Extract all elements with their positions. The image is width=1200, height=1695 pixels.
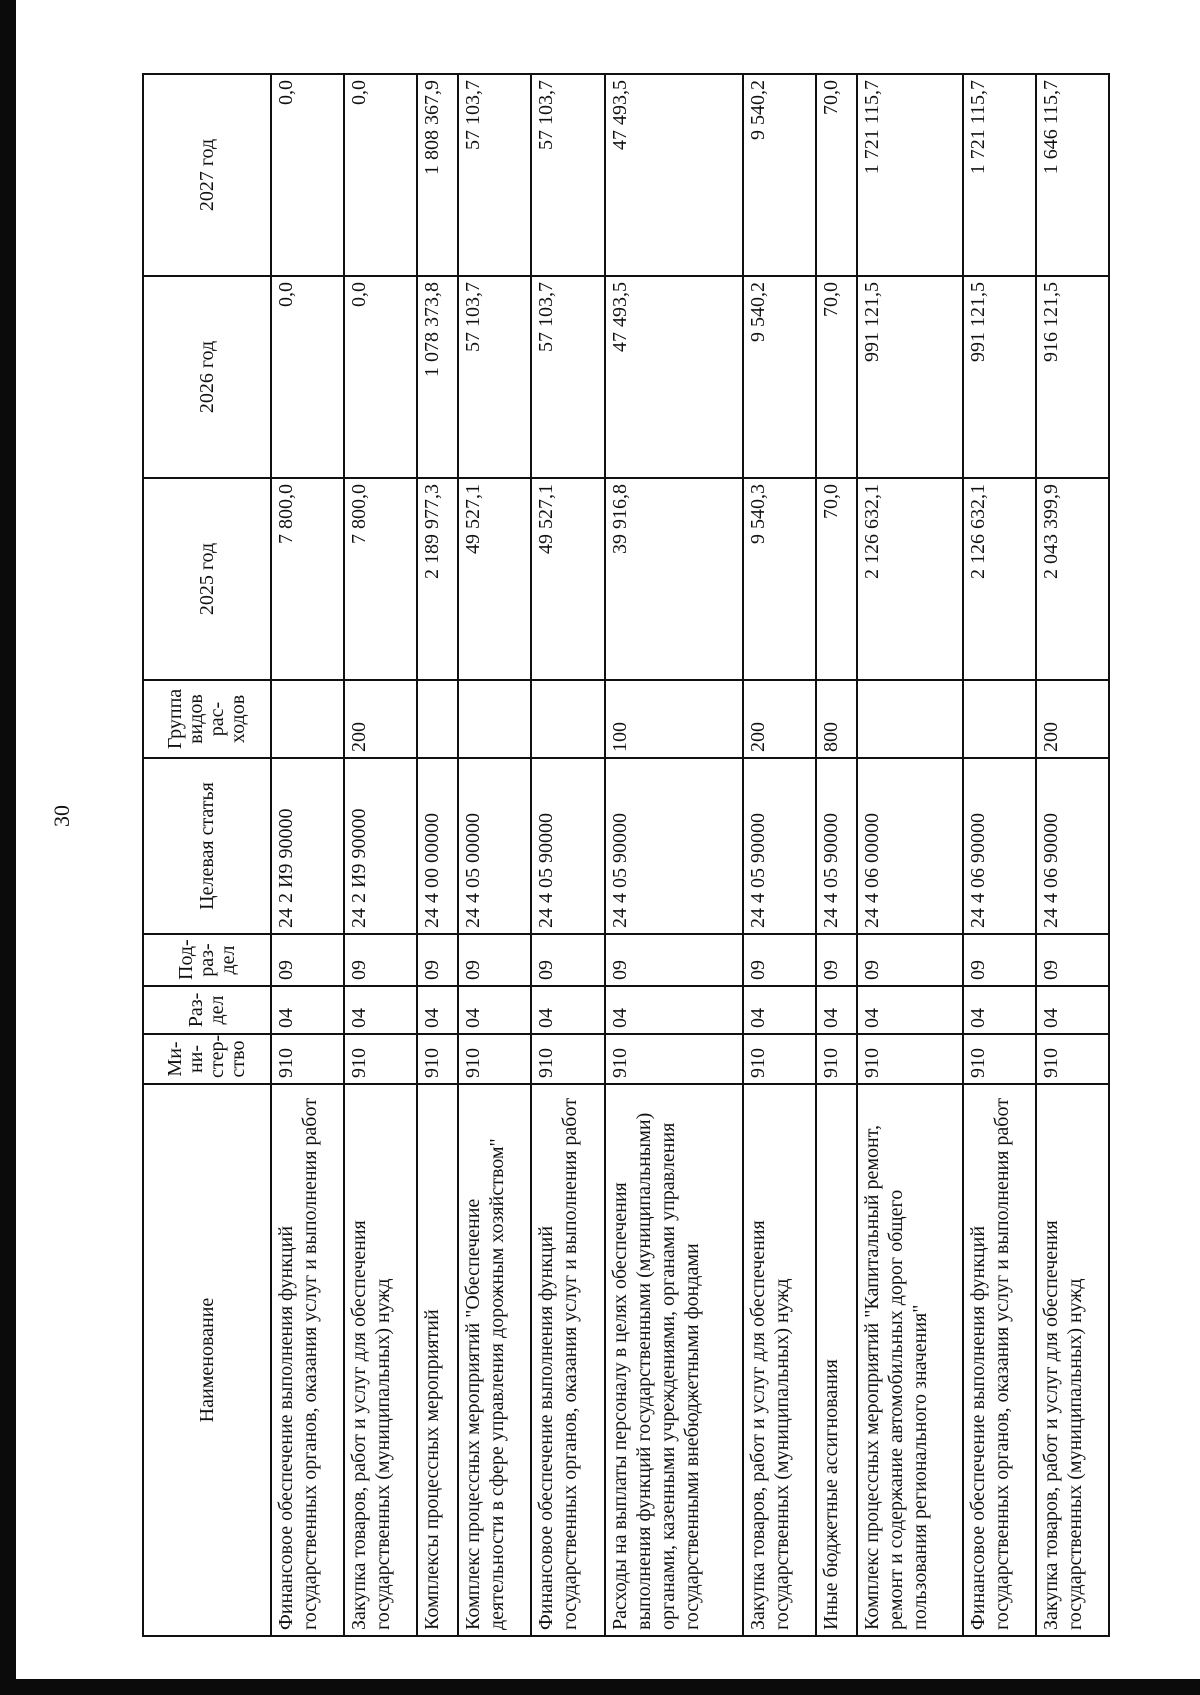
- cell-y2025: 49 527,1: [458, 478, 531, 680]
- cell-group: 200: [344, 680, 417, 758]
- cell-y2026: 57 103,7: [531, 276, 604, 478]
- table-row: [816, 74, 857, 1636]
- cell-group: [271, 680, 344, 758]
- cell-y2025: 49 527,1: [531, 478, 604, 680]
- cell-group: 800: [816, 680, 857, 758]
- cell-ministry: 910: [344, 1034, 417, 1084]
- cell-name: Комплекс процессных мероприятий "Обеспечение деятельности в сфере управления дорожным хозяйством": [458, 1084, 531, 1636]
- cell-section: 04: [458, 986, 531, 1034]
- page-number: 30: [49, 805, 74, 827]
- cell-name: Финансовое обеспечение выполнения функций государственных органов, оказания услуг и выполнения работ: [271, 1084, 344, 1636]
- cell-section: 04: [271, 986, 344, 1034]
- cell-group: [458, 680, 531, 758]
- cell-y2025: 2 043 399,9: [1036, 478, 1109, 680]
- cell-target: 24 4 05 90000: [531, 758, 604, 934]
- cell-y2026: 47 493,5: [605, 276, 743, 478]
- header-group: Группа видов рас- ходов: [143, 680, 271, 758]
- table-row: [857, 74, 963, 1636]
- cell-group: [963, 680, 1036, 758]
- header-section: Раз- дел: [143, 986, 271, 1034]
- cell-name: Закупка товаров, работ и услуг для обеспечения государственных (муниципальных) нужд: [344, 1084, 417, 1636]
- cell-ministry: 910: [743, 1034, 816, 1084]
- cell-section: 04: [857, 986, 963, 1034]
- cell-target: 24 2 И9 90000: [271, 758, 344, 934]
- table-row: [531, 74, 604, 1636]
- cell-group: 100: [605, 680, 743, 758]
- cell-name: Иные бюджетные ассигнования: [816, 1084, 857, 1636]
- cell-group: [417, 680, 458, 758]
- cell-name: Финансовое обеспечение выполнения функций государственных органов, оказания услуг и выполнения работ: [531, 1084, 604, 1636]
- cell-section: 04: [816, 986, 857, 1034]
- table-row: [458, 74, 531, 1636]
- cell-y2027: 0,0: [344, 74, 417, 276]
- cell-section: 04: [344, 986, 417, 1034]
- cell-subsection: 09: [743, 934, 816, 986]
- cell-target: 24 4 06 90000: [963, 758, 1036, 934]
- cell-y2027: 1 646 115,7: [1036, 74, 1109, 276]
- cell-y2027: 57 103,7: [531, 74, 604, 276]
- cell-y2025: 7 800,0: [271, 478, 344, 680]
- cell-name: Комплексы процессных мероприятий: [417, 1084, 458, 1636]
- cell-y2025: 7 800,0: [344, 478, 417, 680]
- cell-group: [531, 680, 604, 758]
- cell-subsection: 09: [458, 934, 531, 986]
- cell-section: 04: [963, 986, 1036, 1034]
- cell-y2027: 1 721 115,7: [857, 74, 963, 276]
- cell-y2026: 916 121,5: [1036, 276, 1109, 478]
- cell-subsection: 09: [1036, 934, 1109, 986]
- cell-y2026: 0,0: [344, 276, 417, 478]
- cell-y2027: 70,0: [816, 74, 857, 276]
- cell-target: 24 4 00 00000: [417, 758, 458, 934]
- cell-y2026: 1 078 373,8: [417, 276, 458, 478]
- cell-name: Комплекс процессных мероприятий "Капитальный ремонт, ремонт и содержание автомобильных дорог общего пользования регионального значения": [857, 1084, 963, 1636]
- cell-name: Финансовое обеспечение выполнения функций государственных органов, оказания услуг и выполнения работ: [963, 1084, 1036, 1636]
- rotated-table-container: [142, 75, 1110, 1637]
- header-2027: 2027 год: [143, 74, 271, 276]
- cell-ministry: 910: [963, 1034, 1036, 1084]
- cell-target: 24 4 05 90000: [605, 758, 743, 934]
- cell-ministry: 910: [531, 1034, 604, 1084]
- header-row: [143, 74, 271, 1636]
- cell-y2027: 47 493,5: [605, 74, 743, 276]
- cell-target: 24 4 06 00000: [857, 758, 963, 934]
- cell-y2026: 9 540,2: [743, 276, 816, 478]
- cell-subsection: 09: [857, 934, 963, 986]
- cell-name: Закупка товаров, работ и услуг для обеспечения государственных (муниципальных) нужд: [743, 1084, 816, 1636]
- cell-subsection: 09: [271, 934, 344, 986]
- table-row: [344, 74, 417, 1636]
- table-row: [417, 74, 458, 1636]
- cell-ministry: 910: [816, 1034, 857, 1084]
- cell-target: 24 4 05 00000: [458, 758, 531, 934]
- table-row: [743, 74, 816, 1636]
- header-target: Целевая статья: [143, 758, 271, 934]
- cell-section: 04: [531, 986, 604, 1034]
- cell-y2026: 57 103,7: [458, 276, 531, 478]
- cell-y2027: 1 721 115,7: [963, 74, 1036, 276]
- cell-y2026: 991 121,5: [963, 276, 1036, 478]
- cell-group: 200: [1036, 680, 1109, 758]
- cell-section: 04: [1036, 986, 1109, 1034]
- cell-y2025: 9 540,3: [743, 478, 816, 680]
- cell-y2025: 39 916,8: [605, 478, 743, 680]
- cell-y2027: 57 103,7: [458, 74, 531, 276]
- cell-ministry: 910: [605, 1034, 743, 1084]
- cell-name: Расходы на выплаты персоналу в целях обеспечения выполнения функций государственными (муниципальными) органами, казенными учреждениями, органами управления государственными внебюджетными фондами: [605, 1084, 743, 1636]
- cell-y2026: 0,0: [271, 276, 344, 478]
- table-row: [1036, 74, 1109, 1636]
- cell-y2025: 2 126 632,1: [857, 478, 963, 680]
- header-2025: 2025 год: [143, 478, 271, 680]
- table-row: [963, 74, 1036, 1636]
- header-subsection: Под- раз- дел: [143, 934, 271, 986]
- header-ministry: Ми- ни- стер- ство: [143, 1034, 271, 1084]
- cell-subsection: 09: [531, 934, 604, 986]
- cell-y2026: 70,0: [816, 276, 857, 478]
- cell-section: 04: [417, 986, 458, 1034]
- cell-subsection: 09: [816, 934, 857, 986]
- table-row: [605, 74, 743, 1636]
- cell-target: 24 4 05 90000: [743, 758, 816, 934]
- cell-ministry: 910: [417, 1034, 458, 1084]
- table-row: [271, 74, 344, 1636]
- cell-subsection: 09: [605, 934, 743, 986]
- cell-target: 24 4 05 90000: [816, 758, 857, 934]
- header-2026: 2026 год: [143, 276, 271, 478]
- cell-subsection: 09: [344, 934, 417, 986]
- cell-group: [857, 680, 963, 758]
- cell-name: Закупка товаров, работ и услуг для обеспечения государственных (муниципальных) нужд: [1036, 1084, 1109, 1636]
- cell-ministry: 910: [857, 1034, 963, 1084]
- header-name: Наименование: [143, 1084, 271, 1636]
- budget-table: [142, 73, 1110, 1637]
- cell-target: 24 2 И9 90000: [344, 758, 417, 934]
- cell-ministry: 910: [271, 1034, 344, 1084]
- cell-y2027: 1 808 367,9: [417, 74, 458, 276]
- cell-y2027: 9 540,2: [743, 74, 816, 276]
- cell-y2025: 70,0: [816, 478, 857, 680]
- cell-y2027: 0,0: [271, 74, 344, 276]
- cell-section: 04: [743, 986, 816, 1034]
- scan-edge-left: [0, 0, 16, 1695]
- cell-section: 04: [605, 986, 743, 1034]
- cell-subsection: 09: [417, 934, 458, 986]
- cell-group: 200: [743, 680, 816, 758]
- cell-ministry: 910: [458, 1034, 531, 1084]
- cell-subsection: 09: [963, 934, 1036, 986]
- cell-y2026: 991 121,5: [857, 276, 963, 478]
- cell-target: 24 4 06 90000: [1036, 758, 1109, 934]
- cell-y2025: 2 189 977,3: [417, 478, 458, 680]
- cell-ministry: 910: [1036, 1034, 1109, 1084]
- scan-edge-bottom: [0, 1679, 1200, 1695]
- cell-y2025: 2 126 632,1: [963, 478, 1036, 680]
